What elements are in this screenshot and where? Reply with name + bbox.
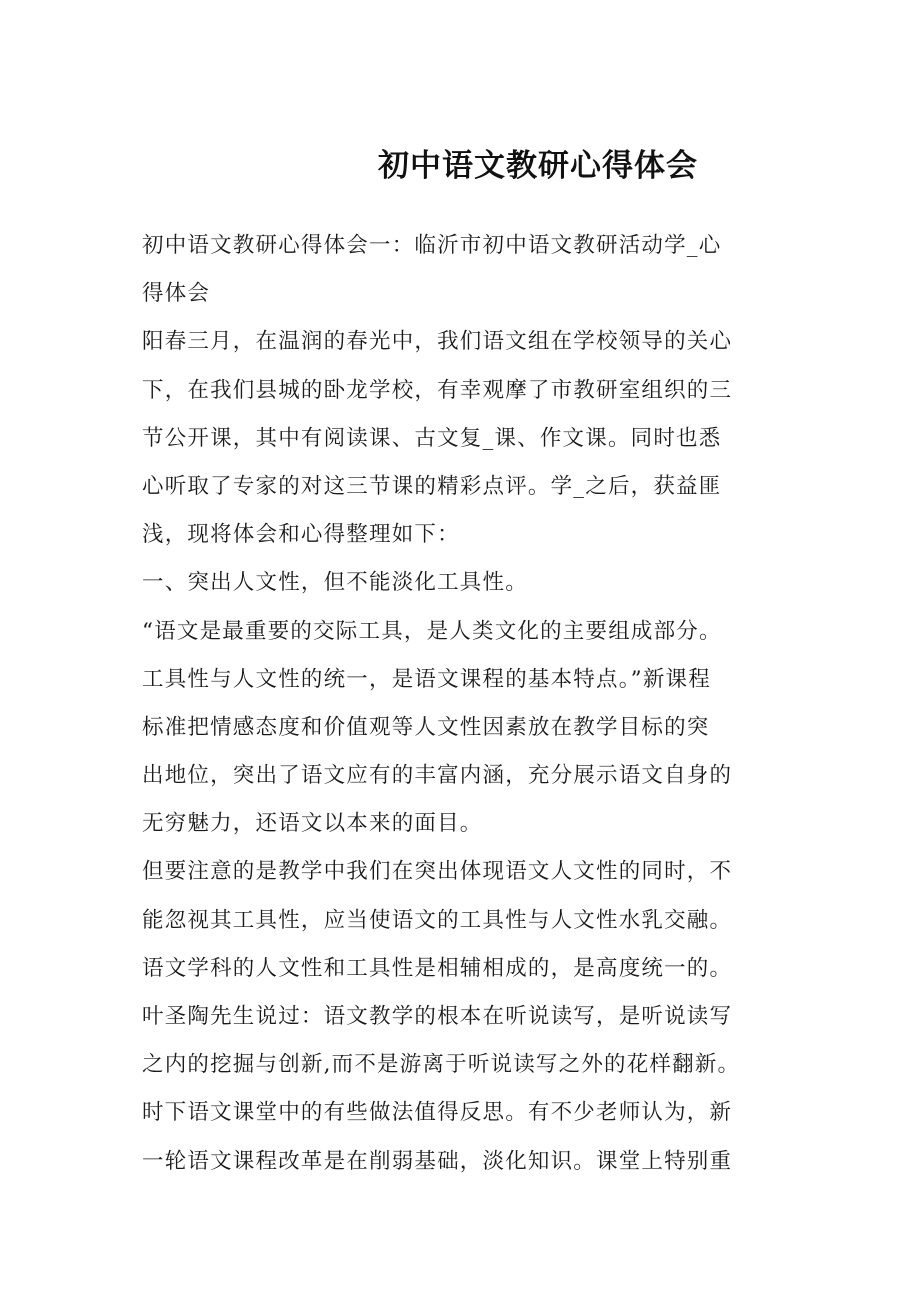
text-line: 浅，现将体会和心得整理如下： (142, 522, 460, 548)
text-line: 心听取了专家的对这三节课的精彩点评。学_之后，获益匪 (142, 473, 722, 499)
document-title: 初中语文教研心得体会 (378, 148, 698, 184)
text-line: 节公开课，其中有阅读课、古文复_课、作文课。同时也悉 (142, 425, 722, 451)
text-line: 叶圣陶先生说过：语文教学的根本在听说读写，是听说读写 (142, 1004, 733, 1029)
text-line: 能忽视其工具性，应当使语文的工具性与人文性水乳交融。 (142, 907, 733, 933)
text-line: 出地位，突出了语文应有的丰富内涵，充分展示语文自身的 (142, 763, 733, 789)
text-line: 无穷魅力，还语文以本来的面目。 (142, 811, 483, 837)
text-line: 初中语文教研心得体会一：临沂市初中语文教研活动学_心 (142, 233, 722, 258)
text-line: 工具性与人文性的统一，是语文课程的基本特点。”新课程 (142, 666, 711, 692)
text-line: “语文是最重要的交际工具，是人类文化的主要组成部分。 (142, 618, 722, 644)
text-line: 但要注意的是教学中我们在突出体现语文人文性的同时，不 (142, 859, 733, 885)
text-line: 阳春三月，在温润的春光中，我们语文组在学校领导的关心 (142, 329, 733, 355)
text-line: 时下语文课堂中的有些做法值得反思。有不少老师认为，新 (142, 1100, 733, 1126)
text-line: 下，在我们县城的卧龙学校，有幸观摩了市教研室组织的三 (142, 377, 733, 403)
text-line: 语文学科的人文性和工具性是相辅相成的，是高度统一的。 (142, 955, 733, 981)
section-heading: 一、突出人文性，但不能淡化工具性。 (142, 570, 528, 596)
text-line: 之内的挖掘与创新,而不是游离于听说读写之外的花样翻新。 (142, 1052, 741, 1078)
text-line: 一轮语文课程改革是在削弱基础，淡化知识。课堂上特别重 (142, 1148, 733, 1174)
text-line: 得体会 (142, 281, 211, 307)
text-line: 标准把情感态度和价值观等人文性因素放在教学目标的突 (142, 714, 710, 740)
document-body (142, 222, 792, 1186)
